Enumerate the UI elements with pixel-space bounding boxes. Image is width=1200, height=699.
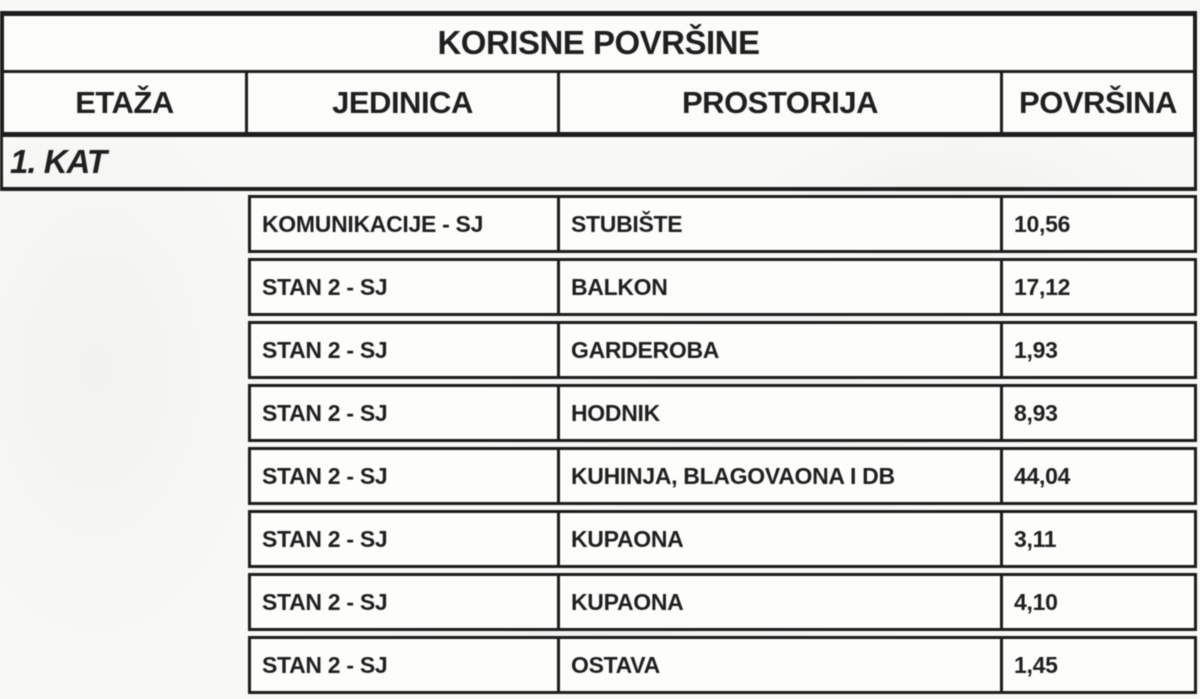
cell-prostorija: GARDEROBA bbox=[560, 324, 1003, 376]
cell-jedinica: STAN 2 - SJ bbox=[251, 324, 560, 376]
cell-povrsina: 4,10 bbox=[1014, 588, 1058, 615]
cell-povrsina: 10,56 bbox=[1014, 210, 1071, 237]
table-row bbox=[248, 447, 1197, 505]
table-title: KORISNE POVRŠINE bbox=[437, 24, 760, 61]
cell-prostorija: KUPAONA bbox=[560, 513, 1003, 565]
table-row bbox=[248, 258, 1197, 316]
section-row-floor-1 bbox=[0, 137, 1197, 191]
cell-prostorija: KUPAONA bbox=[560, 576, 1003, 628]
table-row bbox=[248, 384, 1197, 442]
cell-jedinica: STAN 2 - SJ bbox=[251, 513, 560, 565]
cell-prostorija: BALKON bbox=[560, 261, 1003, 313]
cell-povrsina: 8,93 bbox=[1014, 399, 1058, 426]
column-header-povrsina: POVRŠINA bbox=[1019, 84, 1177, 120]
table-header-row bbox=[0, 70, 1197, 137]
cell-povrsina: 3,11 bbox=[1014, 525, 1057, 552]
section-label: 1. KAT bbox=[10, 143, 107, 180]
cell-jedinica: STAN 2 - SJ bbox=[251, 261, 560, 313]
table-row bbox=[248, 321, 1197, 379]
cell-prostorija: STUBIŠTE bbox=[560, 198, 1003, 250]
column-header-etaza: ETAŽA bbox=[4, 73, 248, 132]
cell-prostorija: OSTAVA bbox=[560, 639, 1003, 691]
table-row bbox=[248, 636, 1197, 694]
cell-jedinica: KOMUNIKACIJE - SJ bbox=[251, 198, 560, 250]
cell-prostorija: KUHINJA, BLAGOVAONA I DB bbox=[560, 450, 1003, 502]
cell-povrsina: 17,12 bbox=[1014, 273, 1071, 300]
cell-povrsina: 1,45 bbox=[1014, 651, 1058, 678]
cell-povrsina: 1,93 bbox=[1014, 336, 1058, 363]
cell-jedinica: STAN 2 - SJ bbox=[251, 639, 560, 691]
cell-jedinica: STAN 2 - SJ bbox=[251, 576, 560, 628]
table-row bbox=[248, 510, 1197, 568]
table-body bbox=[248, 191, 1197, 694]
table-row bbox=[248, 573, 1197, 631]
column-header-prostorija: PROSTORIJA bbox=[560, 73, 1003, 132]
table-title-row bbox=[0, 11, 1197, 70]
table-row bbox=[248, 195, 1197, 253]
cell-prostorija: HODNIK bbox=[560, 387, 1003, 439]
cell-povrsina: 44,04 bbox=[1014, 462, 1071, 489]
cell-jedinica: STAN 2 - SJ bbox=[251, 450, 560, 502]
area-schedule-table bbox=[0, 11, 1197, 699]
cell-jedinica: STAN 2 - SJ bbox=[251, 387, 560, 439]
column-header-jedinica: JEDINICA bbox=[248, 73, 560, 132]
